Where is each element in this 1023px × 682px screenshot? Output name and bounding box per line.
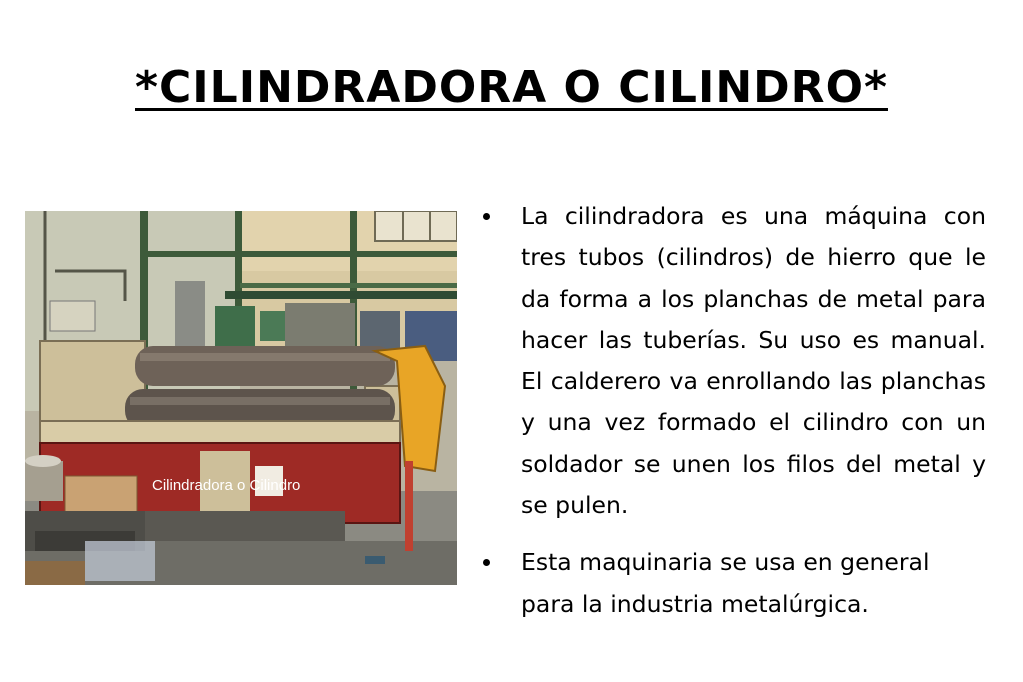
bullet-dot (483, 213, 490, 220)
bullet-list (478, 196, 986, 625)
machine-photo (25, 211, 457, 585)
bullet-dot (483, 559, 490, 566)
bullet-text: La cilindradora es una máquina con tres tubos (cilindros) de hierro que le da forma a los planchas de metal para hacer las tuberías. Su uso es manual. El calderero va enrollando las planchas y una vez formado el cilindro con un soldador se unen los filos del metal y se pulen. (521, 202, 986, 520)
slide-title-text: *CILINDRADORA O CILINDRO* (135, 62, 888, 113)
photo-caption: Cilindradora o Cilindro (152, 477, 301, 494)
slide-title (0, 58, 1023, 118)
machine-photo-illustration (25, 211, 457, 585)
bullet-text: Esta maquinaria se usa en general para la industria metalúrgica. (521, 548, 930, 618)
bullet-item (478, 196, 986, 526)
bullet-item (478, 542, 986, 625)
